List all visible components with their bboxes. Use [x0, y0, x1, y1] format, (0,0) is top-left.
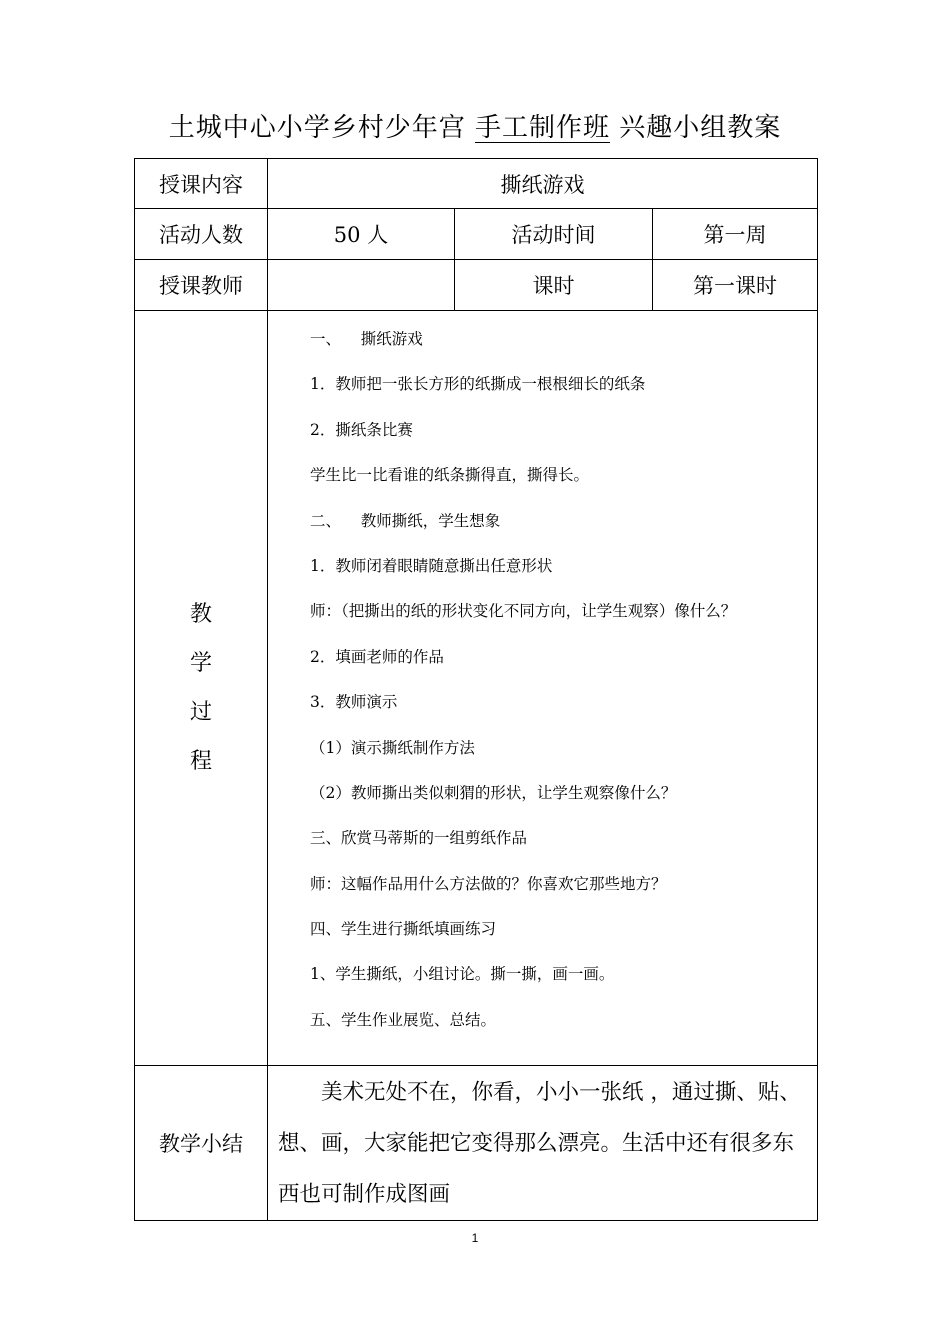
title-suffix: 兴趣小组教案 [619, 113, 782, 143]
title-class-name: 手工制作班 [474, 113, 610, 143]
time-label: 活动时间 [455, 209, 653, 260]
process-line: 师：这幅作品用什么方法做的？你喜欢它那些地方？ [310, 874, 667, 893]
process-line: 一、 撕纸游戏 [310, 330, 423, 348]
summary-label: 教学小结 [135, 1066, 268, 1221]
row-content [135, 159, 818, 209]
process-content [268, 311, 818, 1066]
period-label: 课时 [455, 260, 653, 311]
row-process [135, 311, 818, 1066]
period-value: 第一课时 [653, 260, 818, 311]
process-line: （1）演示撕纸制作方法 [310, 738, 475, 757]
content-value: 撕纸游戏 [268, 159, 818, 209]
people-value: 50 人 [268, 209, 455, 260]
process-line: 2．填画老师的作品 [310, 647, 444, 666]
lesson-plan-table [134, 158, 818, 1221]
row-teacher [135, 260, 818, 311]
document-title [0, 108, 950, 148]
teacher-value [268, 260, 455, 311]
process-line: 1．教师闭着眼睛随意撕出任意形状 [310, 556, 553, 575]
process-line: 1、学生撕纸，小组讨论。撕一撕，画一画。 [310, 965, 615, 984]
process-label-char: 学 [189, 651, 212, 676]
process-line: 师：（把撕出的纸的形状变化不同方向，让学生观察）像什么？ [310, 602, 737, 621]
process-line: 3．教师演示 [310, 693, 398, 712]
row-people [135, 209, 818, 260]
people-label: 活动人数 [135, 209, 268, 260]
page-number: 1 [471, 1231, 479, 1245]
process-line: 2．撕纸条比赛 [310, 420, 413, 439]
process-line: 二、 教师撕纸，学生想象 [310, 511, 501, 530]
process-label-char: 教 [189, 602, 212, 627]
process-line: 五、学生作业展览、总结。 [310, 1010, 497, 1029]
row-summary [135, 1066, 818, 1221]
process-line: 1．教师把一张长方形的纸撕成一根根细长的纸条 [310, 375, 646, 394]
process-line: （2）教师撕出类似刺猬的形状，让学生观察像什么？ [310, 783, 677, 802]
process-line: 三、欣赏马蒂斯的一组剪纸作品 [310, 829, 528, 848]
summary-text: 美术无处不在，你看，小小一张纸 ，通过撕、贴、想、画，大家能把它变得那么漂亮。生活中还有很多东西也可制作成图画 [268, 1066, 818, 1221]
time-value: 第一周 [653, 209, 818, 260]
process-label-char: 程 [189, 749, 212, 774]
content-label: 授课内容 [135, 159, 268, 209]
process-line: 四、学生进行撕纸填画练习 [310, 920, 497, 939]
process-line: 学生比一比看谁的纸条撕得直，撕得长。 [310, 466, 590, 485]
title-prefix: 土城中心小学乡村少年宫 [168, 113, 466, 143]
process-label-char: 过 [189, 700, 212, 725]
process-label [135, 311, 268, 1066]
teacher-label: 授课教师 [135, 260, 268, 311]
